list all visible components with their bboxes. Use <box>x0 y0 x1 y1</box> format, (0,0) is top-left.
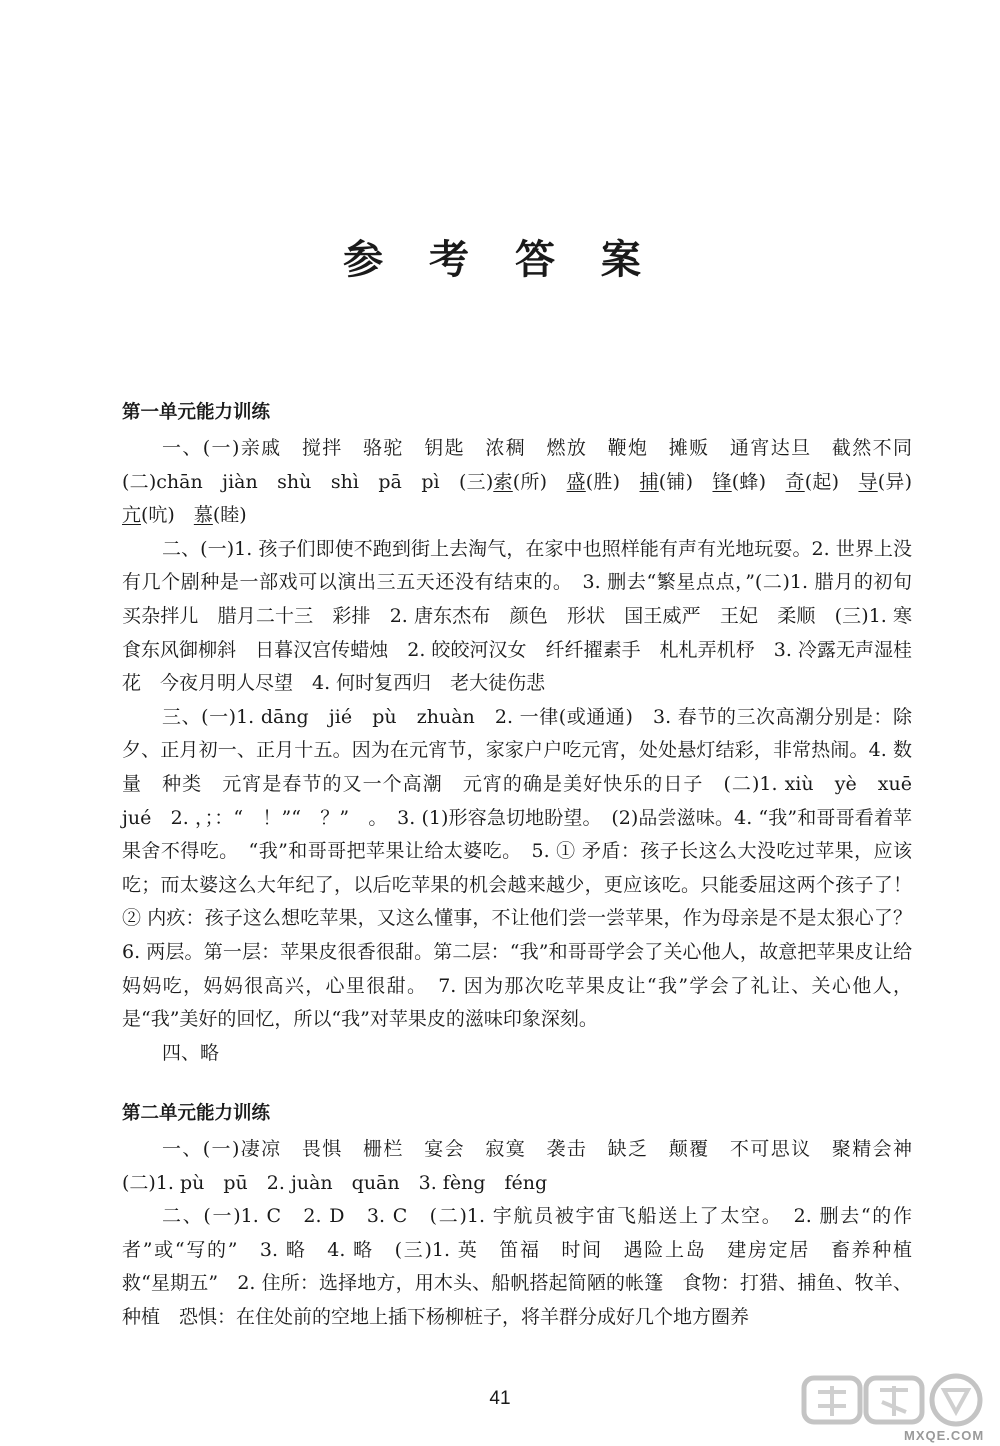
page-title: 参 考 答 案 <box>343 237 657 283</box>
unit2-part1: 一、(一)凄凉 畏惧 栅栏 宴会 寂寞 袭击 缺乏 颠覆 不可思议 聚精会神 (二)1. pù pū 2. juàn quān 3. fèng féng <box>122 1138 932 1194</box>
unit1-part2: 二、(一)1. 孩子们即使不跑到街上去淘气，在家中也照样能有声有光地玩耍。2. 世界上没有几个剧种是一部戏可以演出三五天还没有结束的。 3. 删去“繁星点点，”(二)1. 腊月的初旬 买杂拌儿 腊月二十三 彩排 2. 唐东杰布 颜色 形状 国王威严 王妃 柔顺 (三)1. 寒食东风御柳斜 日暮汉宫传蜡烛 2. 皎皎河汉女 纤纤擢素手 札札弄机杼 3. 冷露无声湿桂花 今夜月明人尽望 4. 何时复西归 老大徒伤悲 <box>122 537 932 695</box>
unit1-part3: 三、(一)1. dāng jié pù zhuàn 2. 一律(或通通) 3. 春节的三次高潮分别是：除夕、正月初一、正月十五。因为在元宵节，家家户户吃元宵，处处悬灯结彩，非常热闹。4. 数量 种类 元宵是春节的又一个高潮 元宵的确是美好快乐的日子 (二)1. xiù yè xuē jué 2. ，；：“ ！”“ ？” 。 3. (1)形容急切地盼望。 (2)品尝滋味。4. “我”和哥哥看着苹果舍不得吃。 “我”和哥哥把苹果让给太婆吃。 5. ① 矛盾：孩子长这么大没吃过苹果，应该吃；而太婆这么大年纪了，以后吃苹果的机会越来越少，更应该吃。只能委屈这两个孩子了！② 内疚：孩子这么想吃苹果，又这么懂事，不让他们尝一尝苹果，作为母亲是不是太狠心了？ 6. 两层。第一层：苹果皮很香很甜。第二层：“我”和哥哥学会了关心他人，故意把苹果皮让给妈妈吃，妈妈很高兴，心里很甜。 7. 因为那次吃苹果皮让“我”学会了礼让、关心他人，是“我”美好的回忆，所以“我”对苹果皮的滋味印象深刻。 <box>122 705 932 1031</box>
unit1-section <box>122 396 932 1070</box>
unit2-part2: 二、(一)1. C 2. D 3. C (二)1. 宇航员被宇宙飞船送上了太空。 2. 删去“的作者”或“写的” 3. 略 4. 略 (三)1. 英 笛福 时间 遇险上岛 建房定居 畜养种植 救“星期五” 2. 住所：选择地方，用木头、船帆搭起简陋的帐篷 食物：打猎、捕鱼、牧羊、种植 恐惧：在住处前的空地上插下杨柳桩子，将羊群分成好几个地方圈养 <box>122 1205 932 1328</box>
watermark-site: MXQE.COM <box>904 1428 985 1443</box>
unit1-part4: 四、略 <box>162 1041 220 1064</box>
unit2-heading: 第二单元能力训练 <box>122 1103 271 1124</box>
page-number: 41 <box>489 1388 511 1409</box>
unit1-part1: 一、(一)亲戚 搅拌 骆驼 钥匙 浓稠 燃放 鞭炮 摊贩 通宵达旦 截然不同 (二)chān jiàn shù shì pā pì (三)索(所) 盛(胜) 捕(铺) 锋(蜂) 奇(起) 导(异) 亢(吭) 慕(睦) <box>122 437 932 527</box>
unit1-heading: 第一单元能力训练 <box>122 402 271 423</box>
unit2-section <box>122 1097 932 1335</box>
